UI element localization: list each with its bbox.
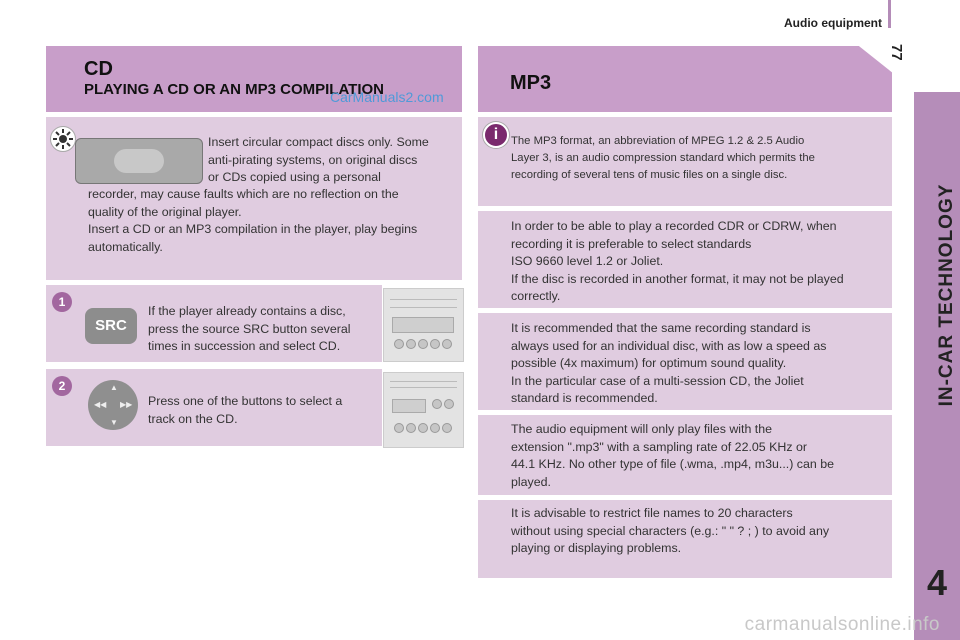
mp3-info-text xyxy=(511,133,886,184)
mp3-block-text xyxy=(511,505,886,558)
step-number-badge: 2 xyxy=(52,376,72,396)
block-line: ISO 9660 level 1.2 or Joliet. xyxy=(511,254,664,268)
block-line: If the disc is recorded in another format, it may not be played xyxy=(511,271,844,286)
block-line: played. xyxy=(511,474,551,489)
block-line: The audio equipment will only play files with the xyxy=(511,422,773,436)
note-line: or CDs copied using a personal xyxy=(208,170,381,184)
cd-title: CD xyxy=(84,58,113,80)
page-number: 77 xyxy=(888,44,905,61)
cd-note-bottom xyxy=(88,186,458,256)
step-line: Press one of the buttons to select a xyxy=(148,394,343,408)
note-line: quality of the original player. xyxy=(88,204,242,219)
info-line: Layer 3, is an audio compression standard which permits the xyxy=(511,152,815,164)
note-line: automatically. xyxy=(88,239,163,254)
section-title: Audio equipment xyxy=(784,16,882,30)
block-line: It is advisable to restrict file names to 20 characters xyxy=(511,506,793,520)
chapter-title: IN-CAR TECHNOLOGY xyxy=(936,183,957,407)
header-divider xyxy=(888,0,891,28)
note-line: recorder, may cause faults which are no reflection on the xyxy=(88,187,399,201)
step-line: press the source SRC button several xyxy=(148,321,351,336)
src-button: SRC xyxy=(85,308,137,344)
step-line: track on the CD. xyxy=(148,411,238,426)
info-icon: i xyxy=(483,122,509,148)
sun-icon xyxy=(50,126,76,152)
watermark-text: CarManuals2.com xyxy=(330,89,444,105)
mp3-block-text xyxy=(511,218,886,306)
info-line: recording of several tens of music files on a single disc. xyxy=(511,169,788,181)
mp3-block-text xyxy=(511,320,886,408)
block-line: standard is recommended. xyxy=(511,391,658,405)
step-number-badge: 1 xyxy=(52,292,72,312)
radio-panel-image xyxy=(383,372,464,448)
step-line: times in succession and select CD. xyxy=(148,339,341,353)
block-line: 44.1 KHz. No other type of file (.wma, .mp4, m3u...) can be xyxy=(511,457,834,471)
note-line: Insert circular compact discs only. Some xyxy=(208,135,429,149)
footer-watermark: carmanualsonline.info xyxy=(744,614,940,635)
info-line: The MP3 format, an abbreviation of MPEG 1.2 & 2.5 Audio xyxy=(511,135,805,147)
block-line: extension ".mp3" with a sampling rate of 22.05 KHz or xyxy=(511,439,807,454)
cd-subtitle: PLAYING A CD OR AN MP3 COMPILATION xyxy=(84,81,385,98)
note-line: Insert a CD or an MP3 compilation in the player, play begins xyxy=(88,222,418,236)
chapter-number: 4 xyxy=(926,562,948,603)
cd-player-image xyxy=(75,138,203,184)
block-line: recording it is preferable to select standards xyxy=(511,236,752,251)
note-line: anti-pirating systems, on original discs xyxy=(208,152,418,167)
block-line: always used for an individual disc, with as low a speed as xyxy=(511,338,827,353)
block-line: without using special characters (e.g.: " " ? ; ) to avoid any xyxy=(511,523,830,538)
block-line: In order to be able to play a recorded CDR or CDRW, when xyxy=(511,219,837,233)
radio-panel-image xyxy=(383,288,464,362)
block-line: possible (4x maximum) for optimum sound quality. xyxy=(511,356,787,370)
step-line: If the player already contains a disc, xyxy=(148,304,346,318)
block-line: In the particular case of a multi-session CD, the Joliet xyxy=(511,373,804,388)
block-line: playing or displaying problems. xyxy=(511,541,682,555)
block-line: correctly. xyxy=(511,289,561,303)
mp3-title: MP3 xyxy=(510,72,552,94)
mp3-block-text xyxy=(511,421,886,491)
step-1-text xyxy=(148,303,380,356)
cd-note-top xyxy=(208,134,458,187)
navigation-buttons-image: ▲ ▼ ◀◀ ▶▶ xyxy=(88,380,138,430)
step-2-text xyxy=(148,393,378,428)
block-line: It is recommended that the same recording standard is xyxy=(511,321,811,335)
